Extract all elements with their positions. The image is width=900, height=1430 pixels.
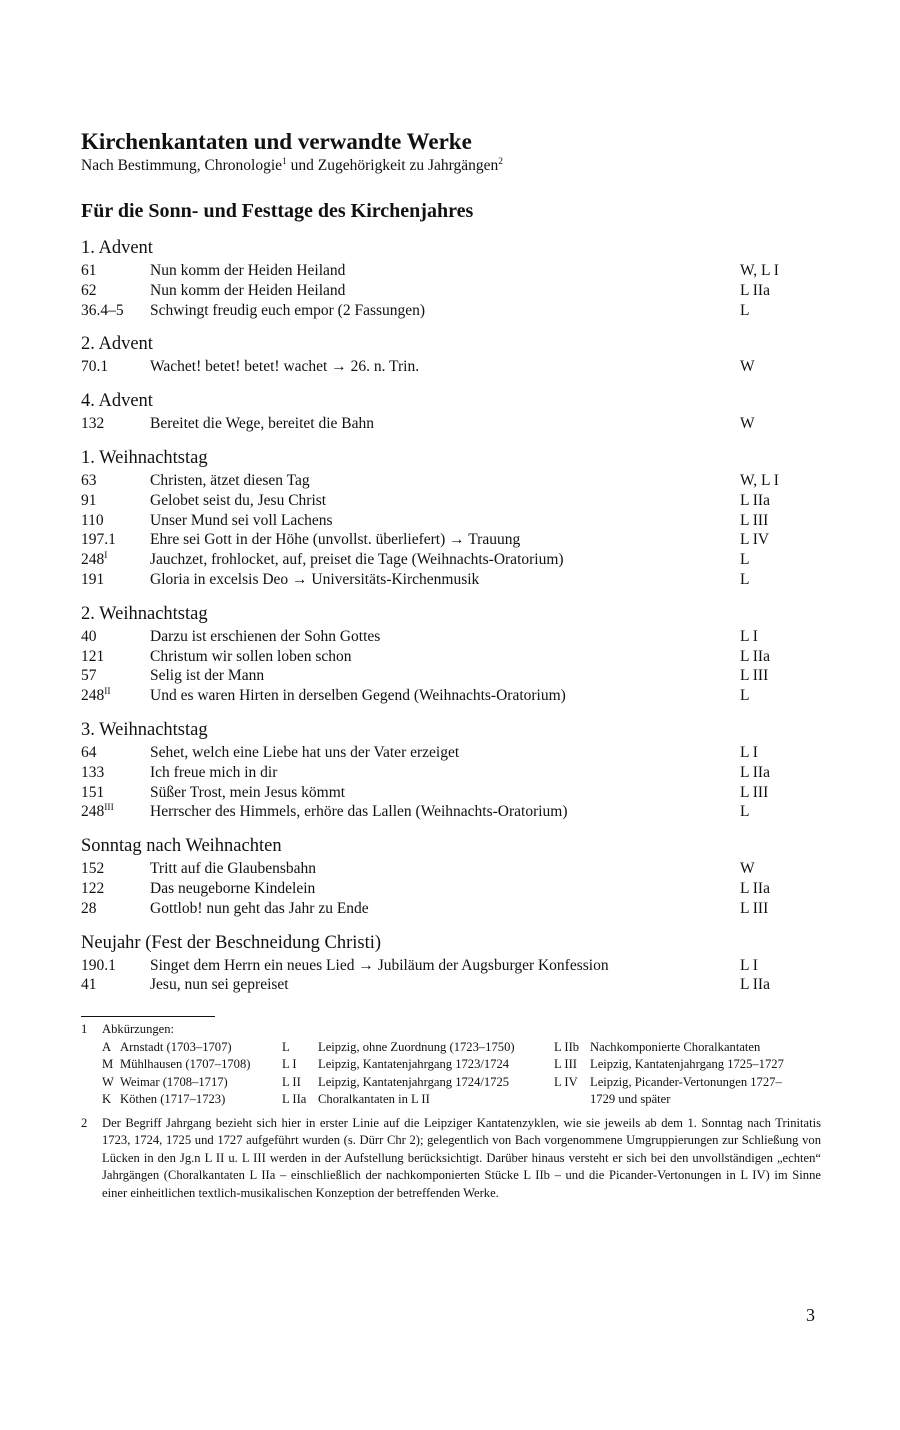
section-heading: Für die Sonn- und Festtage des Kirchenjahres [81, 200, 474, 222]
cantata-title: Nun komm der Heiden Heiland [150, 281, 346, 299]
bwv-number-text: 61 [81, 262, 97, 279]
bwv-number-text: 151 [81, 783, 105, 801]
abbr-meaning: Weimar (1708–1717) [120, 1074, 228, 1089]
cantata-row [81, 550, 821, 570]
bwv-number-text: 70.1 [81, 358, 109, 376]
abbr-code: L III [554, 1057, 577, 1072]
subtitle [81, 156, 821, 176]
bwv-number-text: 110 [81, 511, 104, 529]
section [81, 446, 821, 590]
section [81, 332, 821, 377]
cantata-title: Unser Mund sei voll Lachens [150, 511, 333, 529]
abbr-meaning: Leipzig, Kantatenjahrgang 1723/1724 [318, 1057, 510, 1072]
subtitle-text-a: Nach Bestimmung, Chronologie [81, 157, 283, 174]
cantata-title: Singet dem Herrn ein neues Lied → Jubiläum der Augsburger Konfession [150, 956, 609, 974]
bwv-number-text: 91 [81, 491, 97, 509]
bwv-number-text: 36.4–5 [81, 301, 124, 319]
cantata-row [81, 301, 821, 321]
abbr-meaning: Choralkantaten in L II [318, 1092, 430, 1107]
subtitle-text-b: und Zugehörigkeit zu Jahrgängen [286, 157, 499, 174]
period-code: L I [740, 743, 758, 761]
cantata-title: Nun komm der Heiden Heiland [150, 262, 346, 279]
period-code: L III [740, 899, 769, 917]
bwv-number [81, 802, 150, 822]
abbr-code: M [102, 1057, 114, 1072]
cantata-title: Christen, ätzet diesen Tag [150, 471, 310, 489]
abbr-meaning: Leipzig, Kantatenjahrgang 1725–1727 [590, 1057, 784, 1072]
cantata-title: Gelobet seist du, Jesu Christ [150, 491, 327, 509]
bwv-number [81, 301, 150, 321]
page-number: 3 [806, 1305, 815, 1325]
bwv-number [81, 686, 150, 706]
cantata-row [81, 511, 821, 531]
cantata-row [81, 859, 821, 879]
bwv-number-text: 190.1 [81, 956, 116, 974]
bwv-number [81, 879, 150, 899]
page-content [81, 128, 821, 1202]
period-code: L IV [740, 531, 770, 549]
page-title: Kirchenkantaten und verwandte Werke [81, 129, 472, 154]
footnote-ref-1: 1 [282, 156, 287, 167]
cantata-row [81, 261, 821, 281]
cantata-title: Jesu, nun sei gepreiset [150, 976, 289, 994]
cantata-row [81, 491, 821, 511]
period-code: L [740, 803, 750, 821]
part-superscript: II [104, 687, 111, 697]
bwv-number [81, 666, 150, 686]
bwv-number-text: 62 [81, 281, 97, 299]
bwv-number [81, 647, 150, 667]
section-title: 3. Weihnachtstag [81, 719, 208, 740]
period-code: L III [740, 667, 769, 685]
section-title: Neujahr (Fest der Beschneidung Christi) [81, 932, 382, 953]
abbr-meaning: 1729 und später [590, 1092, 671, 1107]
abbr-code: L IIb [554, 1039, 580, 1054]
cantata-title: Tritt auf die Glaubensbahn [150, 860, 317, 878]
cantata-row [81, 975, 821, 995]
cantata-title: Das neugeborne Kindelein [150, 879, 316, 897]
bwv-number [81, 281, 150, 301]
period-code: L IIa [740, 976, 770, 994]
abbr-meaning: Nachkomponierte Choralkantaten [590, 1039, 761, 1054]
footnote-divider [81, 1016, 215, 1017]
abbr-meaning: Köthen (1717–1723) [120, 1092, 226, 1107]
period-code: L [740, 687, 750, 705]
bwv-number-text: 132 [81, 415, 105, 433]
bwv-number [81, 550, 150, 570]
cantata-row [81, 570, 821, 590]
part-superscript: I [104, 551, 108, 562]
footnotes [81, 1021, 821, 1202]
bwv-number-text: 28 [81, 899, 97, 917]
section-title: 2. Advent [81, 334, 153, 355]
cantata-title: Schwingt freudig euch empor (2 Fassungen) [150, 301, 426, 319]
bwv-number-text: 248 [81, 803, 105, 821]
abbr-meaning: Arnstadt (1703–1707) [120, 1039, 232, 1054]
cantata-title: Bereitet die Wege, bereitet die Bahn [150, 415, 374, 433]
cantata-row [81, 879, 821, 899]
cantata-title: Sehet, welch eine Liebe hat uns der Vater erzeiget [150, 743, 460, 761]
bwv-number-text: 121 [81, 647, 105, 665]
bwv-number-text: 248 [81, 687, 105, 705]
abbr-code: L IIa [282, 1092, 307, 1107]
bwv-number-text: 57 [81, 667, 97, 685]
period-code: W [740, 860, 755, 878]
section [81, 834, 821, 918]
cantata-row [81, 956, 821, 976]
footnote-1 [81, 1021, 821, 1109]
period-code: L IIa [740, 879, 770, 897]
cantata-title: Darzu ist erschienen der Sohn Gottes [150, 627, 381, 645]
cantata-row [81, 281, 821, 301]
period-code: L [740, 570, 750, 588]
cantata-row [81, 899, 821, 919]
cantata-title: Selig ist der Mann [150, 667, 265, 685]
section-title: 2. Weihnachtstag [81, 603, 208, 624]
abbr-code [554, 1091, 590, 1109]
footnote-number: 2 [81, 1115, 88, 1130]
abbr-meaning: Leipzig, ohne Zuordnung (1723–1750) [318, 1039, 515, 1054]
cantata-row [81, 471, 821, 491]
abbr-code: L [282, 1039, 290, 1054]
bwv-number-text: 197.1 [81, 531, 116, 549]
cantata-row [81, 647, 821, 667]
section [81, 389, 821, 434]
bwv-number-text: 122 [81, 879, 105, 897]
section-title: 1. Weihnachtstag [81, 447, 208, 468]
abbr-meaning: Leipzig, Picander-Vertonungen 1727– [590, 1074, 782, 1089]
bwv-number [81, 261, 150, 281]
bwv-number-text: 40 [81, 627, 97, 645]
sections-list [81, 236, 821, 995]
bwv-number [81, 491, 150, 511]
cantata-row [81, 783, 821, 803]
footnote-number: 1 [81, 1022, 88, 1037]
abbr-code: L IV [554, 1074, 578, 1089]
period-code: L I [740, 627, 758, 645]
section [81, 718, 821, 822]
period-code: L IIa [740, 647, 770, 665]
footnote-ref-2: 2 [498, 156, 504, 167]
cantata-row [81, 802, 821, 822]
bwv-number [81, 530, 150, 550]
section-title: 4. Advent [81, 391, 153, 412]
bwv-number [81, 471, 150, 491]
abbr-code: W [102, 1074, 114, 1089]
period-code: W [740, 415, 755, 433]
section-title: Sonntag nach Weihnachten [81, 836, 282, 857]
abbr-meaning: Mühlhausen (1707–1708) [120, 1057, 251, 1072]
cantata-row [81, 414, 821, 434]
period-code: W, L I [740, 262, 779, 279]
bwv-number [81, 975, 150, 995]
bwv-number [81, 956, 150, 976]
period-code: W [740, 358, 755, 376]
abbr-code: L II [282, 1074, 301, 1089]
bwv-number-text: 133 [81, 763, 105, 781]
section [81, 236, 821, 320]
section [81, 931, 821, 996]
period-code: L III [740, 783, 769, 801]
cantata-row [81, 357, 821, 377]
bwv-number [81, 783, 150, 803]
period-code: L IIa [740, 491, 770, 509]
bwv-number [81, 899, 150, 919]
period-code: L I [740, 956, 758, 974]
abbr-code: K [102, 1092, 112, 1107]
cantata-row [81, 763, 821, 783]
cantata-title: Und es waren Hirten in derselben Gegend (Weihnachts-Oratorium) [150, 687, 566, 705]
cantata-title: Süßer Trost, mein Jesus kömmt [150, 783, 346, 801]
cantata-title: Ich freue mich in dir [150, 763, 278, 781]
bwv-number-text: 152 [81, 860, 105, 878]
bwv-number [81, 414, 150, 434]
abbreviation-table [102, 1039, 821, 1109]
cantata-title: Gloria in excelsis Deo → Universitäts-Kirchenmusik [150, 570, 480, 588]
cantata-title: Gottlob! nun geht das Jahr zu Ende [150, 899, 369, 917]
cantata-title: Christum wir sollen loben schon [150, 647, 352, 665]
section-title: 1. Advent [81, 238, 153, 258]
cantata-title: Jauchzet, frohlocket, auf, preiset die Tage (Weihnachts-Oratorium) [150, 551, 564, 569]
bwv-number-text: 64 [81, 743, 97, 761]
bwv-number [81, 763, 150, 783]
abbr-code: A [102, 1039, 112, 1054]
cantata-row [81, 686, 821, 706]
bwv-number [81, 859, 150, 879]
period-code: W, L I [740, 471, 779, 489]
abbr-meaning: Leipzig, Kantatenjahrgang 1724/1725 [318, 1074, 510, 1089]
period-code: L [740, 301, 750, 319]
part-superscript: III [104, 803, 114, 814]
bwv-number-text: 191 [81, 570, 105, 588]
bwv-number [81, 511, 150, 531]
cantata-row [81, 743, 821, 763]
period-code: L [740, 551, 750, 569]
cantata-row [81, 666, 821, 686]
bwv-number-text: 63 [81, 471, 97, 489]
bwv-number-text: 41 [81, 976, 97, 994]
cantata-title: Ehre sei Gott in der Höhe (unvollst. überliefert) → Trauung [150, 531, 521, 549]
bwv-number [81, 357, 150, 377]
footnote-text: Der Begriff Jahrgang bezieht sich hier in erster Linie auf die Leipziger Kantatenzyklen, wie sie jeweils ab dem 1. Sonntag nach Trinitatis 1723, 1724, 1725 und 1727 aufgeführt wurden (s. Dürr Chr 2); gelegentlich von Bach vorgenommene Umgruppierungen zur Schließung von Lücken in den Jg.n L II u. L III werden in der Aufstellung berücksichtigt. Darüber hinaus versteht er sich bei den unvollständigen „echten“ Jahrgängen (Choralkantaten L IIa – einschließlich der nachkomponierten Stücke L IIb – und die Picander-Vertonungen in L IV) im Sinne einer einheitlichen textlich-musikalischen Konzeption der betreffenden Werke. [102, 1115, 821, 1200]
footnote-label: Abkürzungen: [102, 1022, 175, 1037]
bwv-number [81, 570, 150, 590]
period-code: L IIa [740, 763, 770, 781]
bwv-number-text: 248 [81, 551, 105, 569]
cantata-row [81, 627, 821, 647]
footnote-body [102, 1021, 821, 1109]
period-code: L IIa [740, 281, 770, 299]
cantata-title: Wachet! betet! betet! wachet → 26. n. Trin. [150, 358, 420, 376]
footnote-2 [81, 1115, 821, 1203]
section [81, 602, 821, 706]
bwv-number [81, 743, 150, 763]
period-code: L III [740, 511, 769, 529]
cantata-row [81, 530, 821, 550]
bwv-number [81, 627, 150, 647]
abbr-code: L I [282, 1057, 297, 1072]
cantata-title: Herrscher des Himmels, erhöre das Lallen (Weihnachts-Oratorium) [150, 803, 568, 821]
